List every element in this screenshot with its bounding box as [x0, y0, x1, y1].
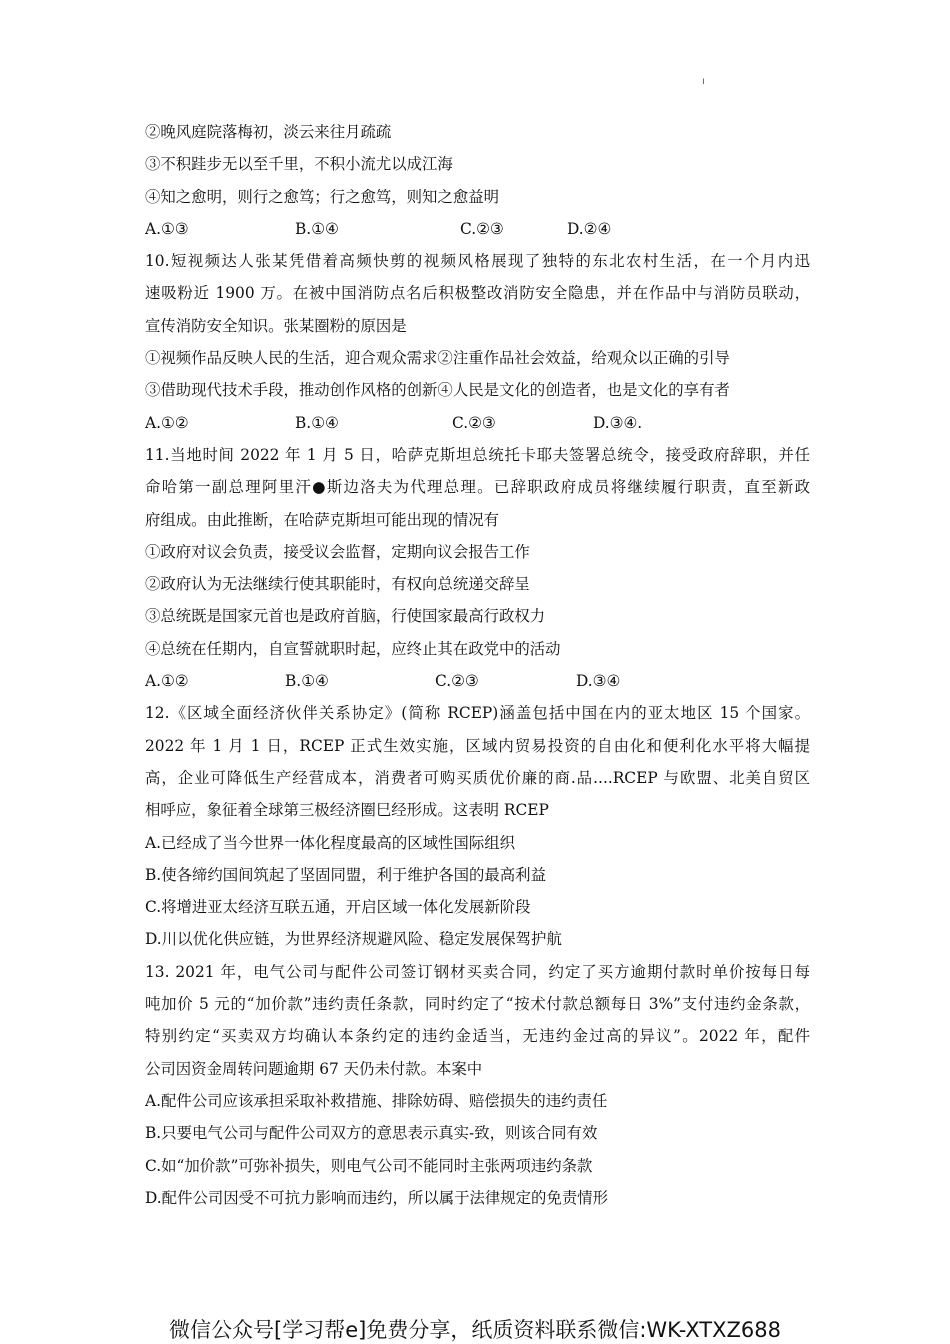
- question-10: [145, 245, 810, 439]
- q9-option-a[interactable]: A.①③: [145, 219, 189, 238]
- q9-item-2: ②晚风庭院落梅初，淡云来往月疏疏: [145, 123, 392, 141]
- q11-item-1: ①政府对议会负责，接受议会监督，定期向议会报告工作: [145, 542, 530, 561]
- q13-option-a[interactable]: A.配件公司应该承担采取补救措施、排除妨碍、赔偿损失的违约责任: [145, 1091, 608, 1110]
- q13-option-d[interactable]: D.配件公司因受不可抗力影响而违约，所以属于法律规定的免责情形: [145, 1188, 609, 1207]
- q10-item-line: ①视频作品反映人民的生活，迎合观众需求②注重作品社会效益，给观众以正确的引导: [145, 349, 730, 368]
- q11-item-3: ③总统既是国家元首也是政府首脑，行使国家最高行政权力: [145, 607, 546, 626]
- q11-option-b[interactable]: B.①④: [285, 672, 329, 691]
- q12-stem-line: 2022 年 1 月 1 日，RCEP 正式生效实施，区域内贸易投资的自由化和便利化水平将大幅提: [145, 736, 810, 755]
- q11-option-d[interactable]: D.③④: [576, 672, 621, 691]
- q13-option-b[interactable]: B.只要电气公司与配件公司双方的意思表示真实-致，则该合同有效: [145, 1124, 598, 1143]
- q10-stem-line: 宣传消防安全知识。张某圈粉的原因是: [145, 316, 407, 335]
- q13-option-c[interactable]: C.如“加价款”可弥补损失，则电气公司不能同时主张两项违约条款: [145, 1156, 593, 1175]
- q11-stem-line: 府组成。由此推断，在哈萨克斯坦可能出现的情况有: [145, 510, 499, 529]
- question-content: [145, 116, 810, 1214]
- q11-stem-line: 11.当地时间 2022 年 1 月 5 日，哈萨克斯坦总统托卡耶夫签署总统令，接受政府辞职，并任: [145, 445, 810, 464]
- q10-option-a[interactable]: A.①②: [145, 413, 189, 432]
- q12-option-d[interactable]: D.川以优化供应链，为世界经济规避风险、稳定发展保驾护航: [145, 930, 562, 949]
- q11-option-a[interactable]: A.①②: [145, 672, 189, 691]
- q11-item-4: ④总统在任期内，自宣誓就职时起，应终止其在政党中的活动: [145, 639, 561, 658]
- q12-option-b[interactable]: B.使各缔约国间筑起了坚固同盟，利于维护各国的最高利益: [145, 865, 546, 884]
- question-9: [145, 116, 810, 245]
- q11-options: [145, 665, 810, 697]
- q12-stem-line: 12.《区域全面经济伙伴关系协定》(简称 RCEP)涵盖包括中国在内的亚太地区 15 个国家。: [145, 704, 810, 723]
- q9-option-b[interactable]: B.①④: [295, 219, 339, 238]
- corner-mark: ı: [702, 76, 705, 87]
- q12-option-c[interactable]: C.将增进亚太经济互联五通，开启区域一体化发展新阶段: [145, 898, 531, 917]
- q12-option-a[interactable]: A.已经成了当今世界一体化程度最高的区域性国际组织: [145, 833, 515, 852]
- question-11: [145, 439, 810, 697]
- q13-stem-line: 吨加价 5 元的“加价款”违约责任条款，同时约定了“按术付款总额每日 3%”支付违约金条款，: [145, 995, 810, 1014]
- q11-item-2: ②政府认为无法继续行使其职能时，有权向总统递交辞呈: [145, 575, 530, 594]
- q9-item-4: ④知之愈明，则行之愈笃；行之愈笃，则知之愈益明: [145, 187, 499, 206]
- q11-stem-line: 命哈第一副总理阿里汗●斯边洛夫为代理总理。已辞职政府成员将继续履行职责，直至新政: [145, 478, 810, 497]
- q10-stem-line: 速吸粉近 1900 万。在被中国消防点名后积极整改消防安全隐患，并在作品中与消防员联动，: [145, 284, 810, 303]
- question-13: [145, 956, 810, 1214]
- q9-item-3: ③不积跬步无以至千里，不积小流尤以成江海: [145, 155, 453, 174]
- q13-stem-line: 13. 2021 年，电气公司与配件公司签订钢材买卖合同，约定了买方逾期付款时单价按每日每: [145, 962, 810, 981]
- q12-stem-line: 相呼应，象征着全球第三极经济圈巳经形成。这表明 RCEP: [145, 801, 549, 820]
- q13-stem-line: 公司因资金周转问题逾期 67 天仍未付款。本案中: [145, 1059, 483, 1078]
- q10-stem-line: 10.短视频达人张某凭借着高频快剪的视频风格展现了独特的东北农村生活，在一个月内迅: [145, 252, 810, 271]
- q11-option-c[interactable]: C.②③: [435, 672, 479, 691]
- q9-option-d[interactable]: D.②④: [567, 219, 612, 238]
- q10-option-c[interactable]: C.②③: [452, 413, 496, 432]
- question-12: [145, 697, 810, 955]
- q10-item-line: ③借助现代技术手段，推动创作风格的创新④人民是文化的创造者，也是文化的享有者: [145, 381, 730, 400]
- q9-options: [145, 213, 810, 245]
- q12-stem-line: 高，企业可降低生产经营成本，消费者可购买质优价廉的商.品....RCEP 与欧盟、北美自贸区: [145, 768, 810, 787]
- q10-option-b[interactable]: B.①④: [295, 413, 339, 432]
- footer-watermark-text: 微信公众号[学习帮e]免费分享，纸质资料联系微信:WK-XTXZ688: [169, 1318, 781, 1342]
- q10-option-d[interactable]: D.③④.: [593, 413, 643, 432]
- q9-option-c[interactable]: C.②③: [460, 219, 504, 238]
- q13-stem-line: 特别约定“买卖双方均确认本条约定的违约金适当，无违约金过高的异议”。2022 年，配件: [145, 1027, 810, 1046]
- q10-options: [145, 407, 810, 439]
